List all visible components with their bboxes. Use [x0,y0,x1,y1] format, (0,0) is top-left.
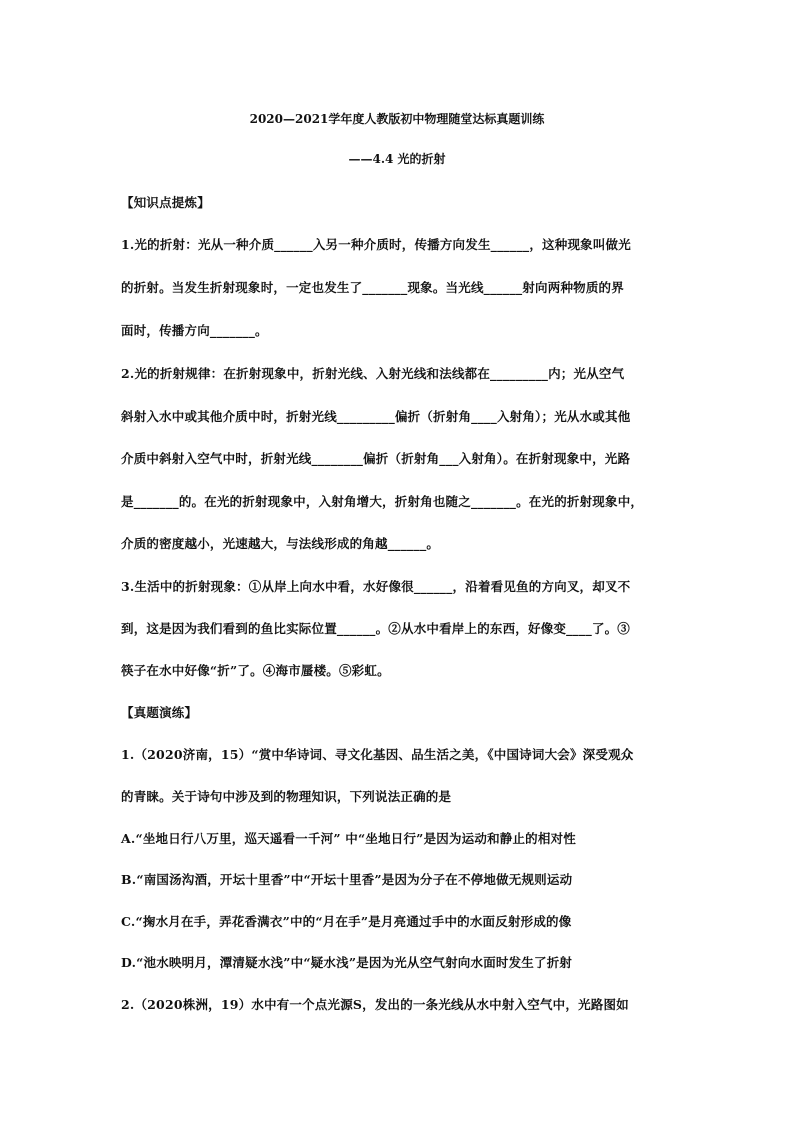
text-line: 1.光的折射：光从一种介质______入另一种介质时，传播方向发生______，这种现象叫做光 [121,237,631,252]
option-c: C.“掬水月在手，弄花香满衣”中的“月在手”是月亮通过手中的水面反射形成的像 [121,914,572,929]
text-line: 筷子在水中好像“折”了。④海市蜃楼。⑤彩虹。 [121,663,390,678]
text-line: 3.生活中的折射现象：①从岸上向水中看，水好像很______，沿着看见鱼的方向叉，却叉不 [121,579,631,594]
text-line: 到，这是因为我们看到的鱼比实际位置______。②从水中看岸上的东西，好像变____了。③ [121,621,631,636]
option-a: A.“坐地日行八万里，巡天遥看一千河” 中“坐地日行”是因为运动和静止的相对性 [121,831,576,846]
text-line: 斜射入水中或其他介质中时，折射光线_________偏折（折射角____入射角）；光从水或其他 [121,409,631,424]
document-subtitle: ——4.4 光的折射 [348,152,446,166]
text-line: 是_______的。在光的折射现象中，入射角增大，折射角也随之_______。在光的折射现象中， [121,494,644,509]
text-line: 2.光的折射规律：在折射现象中，折射光线、入射光线和法线都在_________内；光从空气 [121,366,625,381]
text-line: 介质中斜射入空气中时，折射光线________偏折（折射角___入射角）。在折射现象中，光路 [121,451,631,466]
text-line: 面时，传播方向_______。 [121,323,268,338]
section-heading-practice: 【真题演练】 [121,705,198,720]
option-d: D.“池水映明月，潭清疑水浅”中“疑水浅”是因为光从空气射向水面时发生了折射 [121,955,573,970]
document-title: 2020—2021学年度人教版初中物理随堂达标真题训练 [249,112,545,126]
text-line: 的折射。当发生折射现象时，一定也发生了_______现象。当光线______射向两种物质的界 [121,280,624,295]
section-heading-knowledge: 【知识点提炼】 [121,195,210,210]
text-line: 介质的密度越小，光速越大，与法线形成的角越______。 [121,536,440,551]
question-line: 2.（2020株洲，19）水中有一个点光源S，发出的一条光线从水中射入空气中，光路图如 [121,997,629,1012]
question-line: 的青睐。关于诗句中涉及到的物理知识，下列说法正确的是 [121,789,452,804]
option-b: B.“南国汤沟酒，开坛十里香”中“开坛十里香”是因为分子在不停地做无规则运动 [121,872,573,887]
question-line: 1.（2020济南，15）“赏中华诗词、寻文化基因、品生活之美，《中国诗词大会》深受观众 [121,747,634,762]
